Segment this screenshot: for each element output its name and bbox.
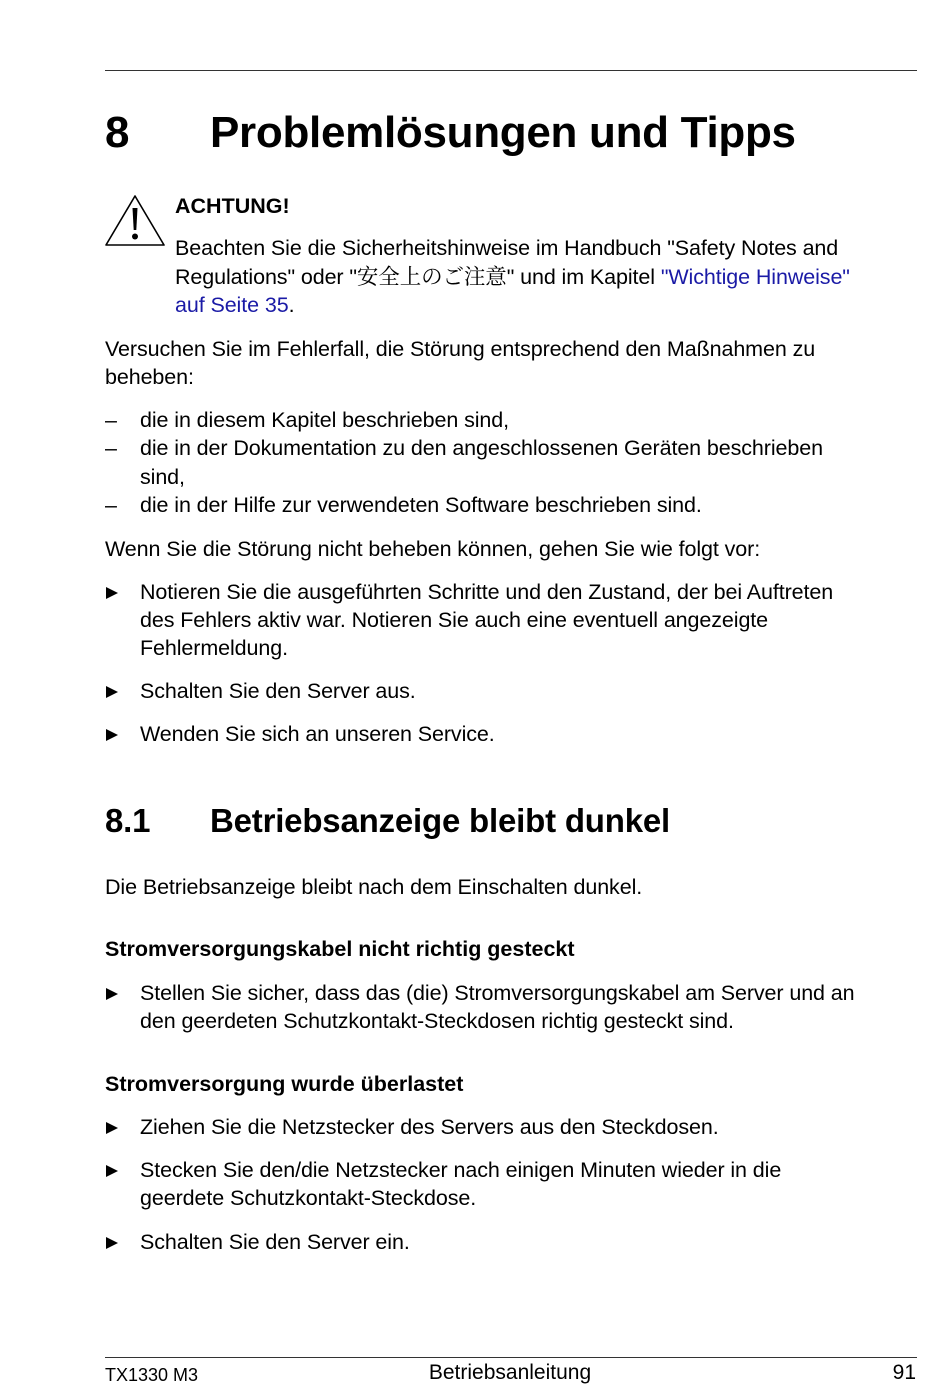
dash-marker: – [105,493,117,517]
page-reference-link[interactable]: auf Seite 35 [175,293,289,317]
header-rule [105,70,917,71]
chapter-number: 8 [105,108,130,157]
step-item: Schalten Sie den Server ein. [140,1230,410,1254]
caution-text-line3 [175,291,294,320]
dash-marker: – [105,408,117,432]
caution-text-post: " und im Kapitel [506,265,661,289]
section-intro: Die Betriebsanzeige bleibt nach dem Einschalten dunkel. [105,875,643,899]
list-item: die in diesem Kapitel beschrieben sind, [140,408,509,432]
subsection-heading: Stromversorgungskabel nicht richtig gesteckt [105,937,575,961]
step-arrow-icon [106,686,118,698]
caution-text-end: . [288,293,295,317]
step-arrow-icon [106,988,118,1000]
followup-text: Wenn Sie die Störung nicht beheben können, gehen Sie wie folgt vor: [105,537,761,561]
step-arrow-icon [106,1165,118,1177]
intro-line2: beheben: [105,365,194,389]
intro-line1: Versuchen Sie im Fehlerfall, die Störung entsprechend den Maßnahmen zu [105,337,816,361]
step-item-continued: den geerdeten Schutzkontakt-Steckdosen richtig gesteckt sind. [140,1009,734,1033]
step-arrow-icon [106,587,118,599]
list-item-continued: sind, [140,465,185,489]
caution-text-pre: Regulations" oder " [175,265,357,289]
step-arrow-icon [106,1122,118,1134]
subsection-heading: Stromversorgung wurde überlastet [105,1072,464,1096]
step-item: Ziehen Sie die Netzstecker des Servers aus den Steckdosen. [140,1115,719,1139]
caution-text-line1: Beachten Sie die Sicherheitshinweise im Handbuch "Safety Notes and [175,236,839,260]
caution-cjk-title: 安全上のご注意 [356,265,507,290]
footer-page-number: 91 [892,1361,916,1384]
step-item: Wenden Sie sich an unseren Service. [140,722,495,746]
step-arrow-icon [106,1237,118,1249]
step-item-continued: geerdete Schutzkontakt-Steckdose. [140,1186,477,1210]
important-notes-link[interactable]: "Wichtige Hinweise" [660,265,850,289]
step-item: Stellen Sie sicher, dass das (die) Stromversorgungskabel am Server und an [140,981,855,1005]
footer-rule [105,1357,917,1358]
step-item-continued: Fehlermeldung. [140,636,288,660]
list-item: die in der Dokumentation zu den angeschlossenen Geräten beschrieben [140,436,823,460]
dash-marker: – [105,436,117,460]
chapter-title: Problemlösungen und Tipps [210,108,796,157]
caution-heading: ACHTUNG! [175,194,290,218]
section-title: Betriebsanzeige bleibt dunkel [210,802,670,839]
step-item-continued: des Fehlers aktiv war. Notieren Sie auch eine eventuell angezeigte [140,608,769,632]
step-arrow-icon [106,729,118,741]
warning-triangle-icon [104,194,166,248]
caution-text-line2 [175,263,850,293]
section-number: 8.1 [105,802,151,839]
footer-manual-title: Betriebsanleitung [428,1361,592,1384]
step-item: Stecken Sie den/die Netzstecker nach einigen Minuten wieder in die [140,1158,782,1182]
list-item: die in der Hilfe zur verwendeten Software beschrieben sind. [140,493,702,517]
step-item: Notieren Sie die ausgeführten Schritte und den Zustand, der bei Auftreten [140,580,834,604]
step-item: Schalten Sie den Server aus. [140,679,416,703]
footer-model: TX1330 M3 [105,1365,199,1385]
